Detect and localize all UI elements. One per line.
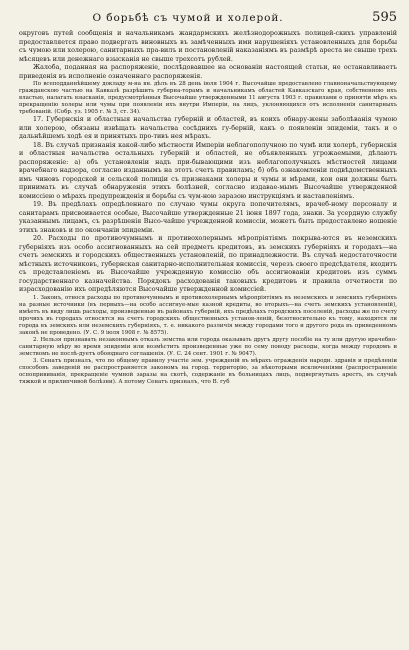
article-19: 19. Въ предѣлахъ опредѣленнаго по случаю чумы округа попечителямъ, врачеб-ному персоналу и санитарамъ присвоивается особые, Высочайше утвержденные 21 іюня 1897 года, знаки. За усердную службу указаннымъ лицамъ, съ разрѣшенія Высо-чайше учрежденной комиссіи, можетъ быть предоставлено ношеніе этихъ знаковъ и по окончаніи эпидеміи. (19, 201, 397, 234)
note-2: 2. Нельзя признавать незаконнымъ отказъ земства или города оказывать другъ другу пособіе на ту или другую врачебно-санитарную мѣру во время эпидеміи или возмѣстить произведенные уже по сему поводу расходы, когда между городомъ и земствомъ не послѣ-дуетъ обоюднаго соглашенія. (У. С. 24 сент. 1901 г. № 9047). (19, 337, 397, 358)
page-number: 595 (372, 10, 397, 25)
article-17: 17. Губернскія и областныя начальства губерній и областей, въ коихъ обнару-жены заболѣванія чумою или холерою, обязаны извѣщать начальства сосѣднихъ гу-берній, какъ о появленіи эпидеміи, такъ и о дальнѣйшемъ ходѣ ея и принятыхъ про-тивъ нея мѣрахъ. (19, 116, 397, 141)
note-3: 3. Сенатъ призналъ, что по общему правилу участіе зем. учрежденій въ мѣрахъ огражденія народн. здравія и предѣленіи способовъ заведеній не распространяется закономъ на город. территорію, за нѣкоторыми исключеніями (распространеніе оспопрививанія, прекращеніе чумной заразы на скотѣ, содержаніе въ больницахъ лицъ, подвергнутыхъ арестъ, въ случаѣ тяжкой и прилипчивой болѣзни). А потому Сенатъ призналъ, что В. губ (19, 358, 397, 386)
footnote-paragraph: По всеподданнѣйшему докладу м-на вн. дѣлъ въ 28 день іюля 1904 г. Высочайше предоставлено главноначальствующему гражданскою частью на Кавказѣ разрѣшить губерна-торамъ и начальникамъ областей Кавказскаго края, собственною ихъ властью, налагать взысканія, предусмотрѣнныя Высочайше утвержденными 11 августа 1903 г. правилами о принятіи мѣръ къ прекращенію холеры или чумы при появленіи ихъ внутри Имперіи, на лицъ, уклоняющихся отъ исполненія санитарныхъ требованій. (Собр. уз. 1905 г. № 3, ст. 34). (19, 81, 397, 116)
article-18: 18. Въ случаѣ признанія какой-либо мѣстности Имперіи неблагополучною по чумѣ или холерѣ, губернскія и областныя начальства остальныхъ губерній и областей, не объявленныхъ угрожаемыми, дѣлаютъ распоряженіе: а) объ установленіи надъ при-бывающими изъ неблагополучныхъ мѣстностей лицами врачебнаго надзора, согласно изданнымъ на этотъ счетъ правиламъ; б) объ ознакомленіи подвѣдомственныхъ имъ чиновъ городской и сельской полиціи съ признаками холеры и чумы и мѣрами, кои они должны быть принимать въ случаѣ обнаруженія этихъ болѣзней, согласно издавае-мымъ Высочайше утвержденной комиссіею о мѣрахъ предупрежденія и борьбы съ чум-ною заразою инструкціямъ и наставленіямъ. (19, 141, 397, 200)
page-title: О борьбѣ съ чумой и холерой. (92, 12, 284, 24)
article-20: 20. Расходы по противочумнымъ и противохолернымъ мѣропріятіямъ покрыва-ются въ неземскихъ губерніяхъ изъ особо ассигнованныхъ на сей предметъ кредитовъ, въ земскихъ губерніяхъ и городахъ—на счетъ земскихъ и городскихъ общественныхъ установленій, по принадлежности. Въ случаѣ недостаточности мѣстныхъ источниковъ, губернская санитарно-исполнительная комиссія, черезъ своего предсѣдателя, входитъ съ представленіемъ въ Высочайше учрежденную комиссію объ ассигнованіи кредитовъ изъ суммъ государственнаго казначейства. Порядокъ расходованія таковыхъ кредитовъ и правила отчетности по израсходованію ихъ опредѣляются Высочайше утвержденной комиссіей. (19, 235, 397, 294)
body-text (19, 30, 397, 386)
paragraph: Жалоба, поданная на распоряженіе, послѣдовавшее на основаніи настоящей статьи, не останавливаетъ приведенія въ исполненіе означеннаго распоряженія. (19, 64, 397, 80)
running-header (19, 10, 397, 26)
note-1: 1. Законъ, относя расходы по противочумнымъ и противохолернымъ мѣропріятіямъ въ неземскихъ и земскихъ губерніяхъ на разные источники (въ первыхъ—на особо ассигнуе-мые казной кредиты, во вторыхъ—на счетъ земскихъ установленій), имѣетъ въ виду лишь расходы, произведенные въ районахъ губерній, ихъ предѣлахъ городскихъ поселеній, расходы же по счету прочихъ въ городахъ относятся на счетъ городскихъ общественныхъ установ-леній, безотносительно къ тому, находятся ли города въ земскихъ или неземскихъ губерніяхъ, т. е. никакого различія между городами того и другого рода въ приведенномъ законѣ не проведено. (У. С. 9 іюля 1908 г. № 8575). (19, 294, 397, 336)
paragraph: округовъ путей сообщенія и начальникамъ жандармскихъ желѣзнодорожныхъ полицей-скихъ управленій предоставляется право подвергать виновныхъ въ замѣченныхъ ими нарушеніяхъ установленныхъ для борьбы съ чумою или холерою, санитарныхъ пра-вилъ и постановленій наказаніямъ въ размѣрѣ ареста не свыше трехъ мѣсяцевъ или денежнаго взысканія не свыше трехсотъ рублей. (19, 30, 397, 63)
